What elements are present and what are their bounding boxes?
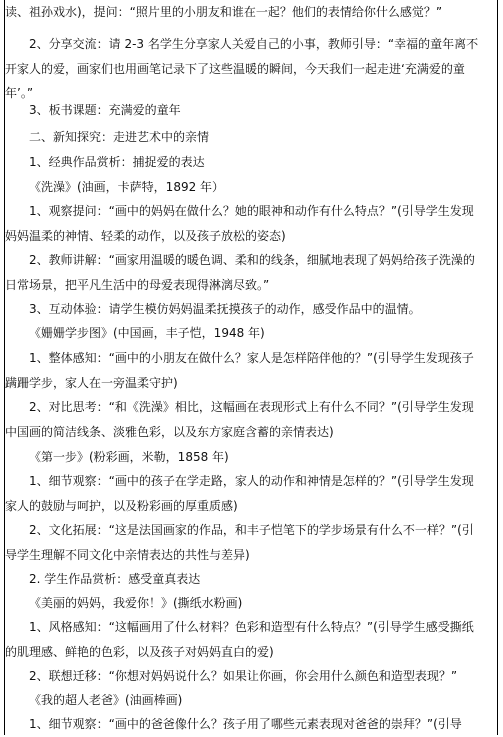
text-line: 1、风格感知：“这幅画用了什么材料？色彩和造型有什么特点？”(引导学生感受撕纸的肌理感、鲜艳的色彩，以及孩子对妈妈直白的爱) [5,620,474,659]
artwork-title: 《我的超人老爸》(油画棒画) [29,693,183,707]
text-line: 2、分享交流：请 2-3 名学生分享家人关爱自己的小事，教师引导：“幸福的童年离不开家人的爱，画家们也用画笔记录下了这些温暖的瞬间，今天我们一起走进‘充满爱的童年’。” [5,37,479,101]
text-line: 3、板书课题：充满爱的童年 [29,103,181,117]
subsection-heading: 2. 学生作品赏析：感受童真表达 [29,572,201,586]
section-heading: 二、新知探究：走进艺术中的亲情 [29,130,210,144]
text-line: 1、细节观察：“画中的爸爸像什么？孩子用了哪些元素表现对爸爸的崇拜？”(引导 [29,717,462,731]
text-line: 3、互动体验：请学生模仿妈妈温柔抚摸孩子的动作，感受作品中的温情。 [29,302,421,316]
artwork-title: 《姗姗学步图》(中国画，丰子恺，1948 年) [29,326,265,340]
artwork-title: 《洗澡》(油画，卡萨特，1892 年） [29,180,225,194]
text-line: 2、对比思考：“和《洗澡》相比，这幅画在表现形式上有什么不同？”(引导学生发现中国画的简洁线条、淡雅色彩，以及东方家庭含蓄的亲情表达) [5,400,474,439]
text-line: 读、祖孙戏水)，提问：“照片里的小朋友和谁在一起？他们的表情给你什么感觉？” [5,5,443,19]
subsection-heading: 1、经典作品赏析：捕捉爱的表达 [29,155,205,169]
text-line: 1、整体感知：“画中的小朋友在做什么？家人是怎样陪伴他的？”(引导学生发现孩子蹒跚学步，家人在一旁温柔守护) [5,351,474,390]
text-line: 2、文化拓展：“这是法国画家的作品，和丰子恺笔下的学步场景有什么不一样？”(引导学生理解不同文化中亲情表达的共性与差异) [5,523,474,562]
artwork-title: 《第一步》(粉彩画，米勒，1858 年) [29,450,229,464]
document-page [4,0,498,735]
text-line: 2、联想迁移：“你想对妈妈说什么？如果让你画，你会用什么颜色和造型表现？” [29,669,458,683]
text-line: 1、观察提问：“画中的妈妈在做什么？她的眼神和动作有什么特点？”(引导学生发现妈妈温柔的神情、轻柔的动作，以及孩子放松的姿态) [5,204,474,243]
artwork-title: 《美丽的妈妈，我爱你！》(撕纸水粉画) [29,596,243,610]
text-line: 1、细节观察：“画中的孩子在学走路，家人的动作和神情是怎样的？”(引导学生发现家人的鼓励与呵护，以及粉彩画的厚重质感) [5,474,474,513]
text-line: 2、教师讲解：“画家用温暖的暖色调、柔和的线条，细腻地表现了妈妈给孩子洗澡的日常场景，把平凡生活中的母爱表现得淋漓尽致。” [5,253,475,292]
